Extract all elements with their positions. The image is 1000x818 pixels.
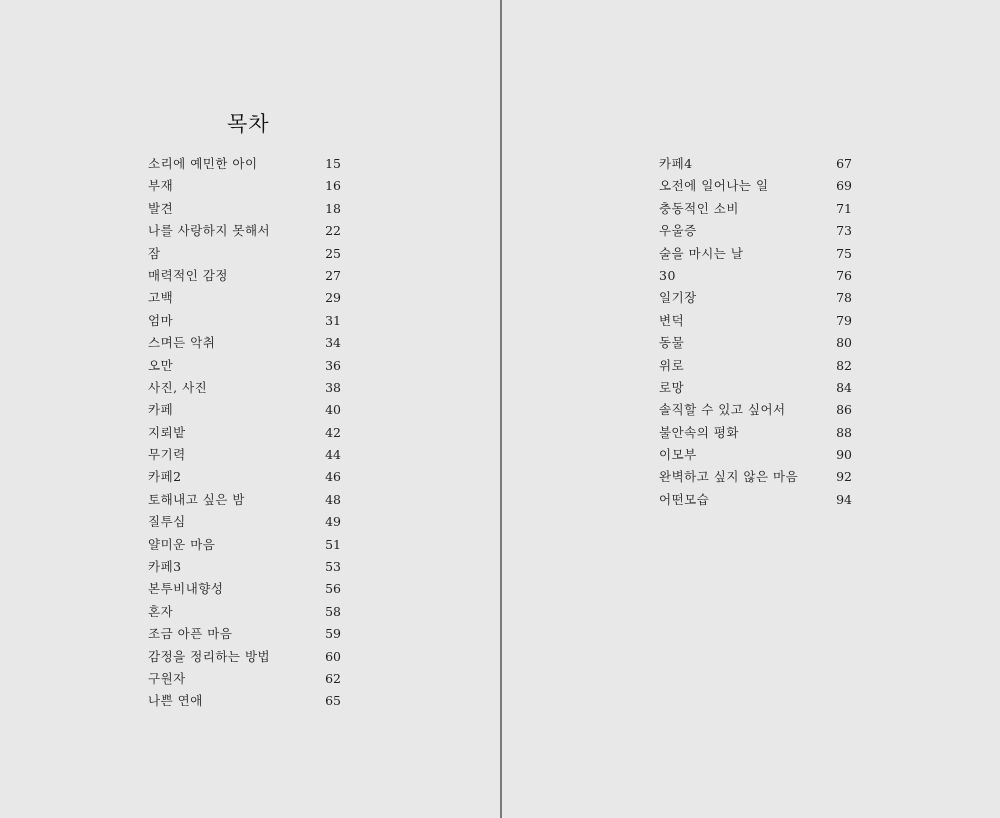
- toc-entry-title: 충동적인 소비: [659, 200, 739, 216]
- toc-entry[interactable]: [148, 198, 341, 220]
- toc-entry-title: 사진, 사진: [148, 379, 208, 395]
- toc-entry-title: 스며든 악취: [148, 335, 216, 351]
- toc-entry-title: 발견: [148, 200, 174, 216]
- toc-entry-page-number: 94: [836, 491, 852, 507]
- toc-entry-title: 카페2: [148, 469, 182, 485]
- toc-entry[interactable]: [148, 489, 341, 511]
- toc-entry-page-number: 76: [836, 267, 852, 283]
- toc-entry-page-number: 25: [325, 245, 341, 261]
- toc-entry[interactable]: [148, 175, 341, 197]
- toc-entry-title: 30: [659, 267, 676, 283]
- toc-entry-page-number: 27: [325, 267, 341, 283]
- toc-entry-title: 완벽하고 싶지 않은 마음: [659, 469, 799, 485]
- toc-entry[interactable]: [148, 153, 341, 175]
- toc-entry-title: 구원자: [148, 670, 186, 686]
- toc-entry[interactable]: [148, 690, 341, 712]
- toc-entry-title: 로망: [659, 379, 685, 395]
- toc-list-right: [659, 153, 852, 511]
- toc-entry-title: 혼자: [148, 603, 174, 619]
- toc-entry-title: 카페: [148, 402, 174, 418]
- toc-entry-title: 토해내고 싶은 밤: [148, 491, 245, 507]
- toc-entry-page-number: 29: [325, 290, 341, 306]
- toc-entry[interactable]: [148, 243, 341, 265]
- toc-entry-title: 부재: [148, 178, 174, 194]
- toc-entry[interactable]: [148, 355, 341, 377]
- toc-entry-title: 나쁜 연애: [148, 693, 203, 709]
- toc-entry[interactable]: [148, 220, 341, 242]
- toc-entry[interactable]: [148, 511, 341, 533]
- toc-entry-page-number: 58: [325, 603, 341, 619]
- toc-entry[interactable]: [659, 422, 852, 444]
- toc-entry-title: 카페3: [148, 559, 182, 575]
- toc-entry-title: 솔직할 수 있고 싶어서: [659, 402, 786, 418]
- toc-entry[interactable]: [659, 444, 852, 466]
- toc-entry[interactable]: [659, 466, 852, 488]
- toc-entry[interactable]: [148, 534, 341, 556]
- toc-entry-title: 변덕: [659, 312, 685, 328]
- toc-entry[interactable]: [148, 623, 341, 645]
- toc-entry-page-number: 48: [325, 491, 341, 507]
- toc-entry[interactable]: [148, 444, 341, 466]
- toc-entry-page-number: 71: [836, 200, 852, 216]
- toc-entry-page-number: 86: [836, 402, 852, 418]
- toc-entry-page-number: 18: [325, 200, 341, 216]
- toc-entry-page-number: 82: [836, 357, 852, 373]
- toc-entry[interactable]: [148, 466, 341, 488]
- toc-entry[interactable]: [148, 287, 341, 309]
- toc-entry[interactable]: [659, 243, 852, 265]
- toc-entry[interactable]: [148, 556, 341, 578]
- toc-entry-title: 카페4: [659, 156, 693, 171]
- toc-entry-page-number: 65: [325, 693, 341, 709]
- toc-entry-title: 질투심: [148, 514, 186, 530]
- toc-entry[interactable]: [659, 355, 852, 377]
- toc-entry-page-number: 67: [836, 156, 852, 171]
- toc-entry-title: 지뢰밭: [148, 424, 186, 440]
- toc-entry-page-number: 15: [325, 156, 341, 171]
- toc-entry-page-number: 40: [325, 402, 341, 418]
- toc-entry-title: 무기력: [148, 447, 186, 463]
- toc-entry[interactable]: [659, 399, 852, 421]
- toc-entry-title: 조금 아픈 마음: [148, 626, 233, 642]
- toc-entry-title: 위로: [659, 357, 685, 373]
- toc-entry-page-number: 22: [325, 223, 341, 239]
- toc-entry-page-number: 69: [836, 178, 852, 194]
- toc-entry[interactable]: [659, 220, 852, 242]
- toc-entry-title: 소리에 예민한 아이: [148, 156, 258, 171]
- toc-entry-page-number: 38: [325, 379, 341, 395]
- toc-entry[interactable]: [659, 332, 852, 354]
- toc-entry[interactable]: [148, 265, 341, 287]
- toc-entry-title: 오전에 일어나는 일: [659, 178, 769, 194]
- toc-entry[interactable]: [148, 646, 341, 668]
- toc-entry-title: 동물: [659, 335, 685, 351]
- toc-entry-title: 잠: [148, 245, 161, 261]
- toc-title: 목차: [227, 112, 270, 136]
- toc-entry-page-number: 36: [325, 357, 341, 373]
- toc-entry[interactable]: [148, 578, 341, 600]
- toc-entry-page-number: 88: [836, 424, 852, 440]
- toc-entry[interactable]: [659, 153, 852, 175]
- toc-entry[interactable]: [148, 601, 341, 623]
- toc-entry[interactable]: [148, 668, 341, 690]
- toc-entry[interactable]: [659, 377, 852, 399]
- toc-entry[interactable]: [148, 310, 341, 332]
- toc-entry-title: 감정을 정리하는 방법: [148, 648, 271, 664]
- right-page: [502, 0, 1000, 818]
- toc-entry-page-number: 79: [836, 312, 852, 328]
- toc-entry-title: 술을 마시는 날: [659, 245, 744, 261]
- toc-entry[interactable]: [148, 422, 341, 444]
- toc-entry-page-number: 51: [325, 536, 341, 552]
- toc-entry[interactable]: [659, 175, 852, 197]
- toc-entry-page-number: 16: [325, 178, 341, 194]
- toc-entry-page-number: 56: [325, 581, 341, 597]
- toc-entry-title: 얄미운 마음: [148, 536, 216, 552]
- toc-entry-page-number: 92: [836, 469, 852, 485]
- toc-entry-page-number: 59: [325, 626, 341, 642]
- toc-entry-page-number: 78: [836, 290, 852, 306]
- toc-entry-title: 엄마: [148, 312, 174, 328]
- toc-entry-page-number: 49: [325, 514, 341, 530]
- toc-entry-title: 이모부: [659, 447, 697, 463]
- toc-entry-title: 본투비내향성: [148, 581, 224, 597]
- toc-entry[interactable]: [659, 198, 852, 220]
- toc-entry-title: 나를 사랑하지 못해서: [148, 223, 271, 239]
- toc-entry-page-number: 60: [325, 648, 341, 664]
- toc-entry-title: 매력적인 감정: [148, 267, 228, 283]
- toc-entry-page-number: 73: [836, 223, 852, 239]
- toc-entry-page-number: 75: [836, 245, 852, 261]
- toc-entry-title: 불안속의 평화: [659, 424, 739, 440]
- toc-entry[interactable]: [148, 332, 341, 354]
- toc-entry-page-number: 90: [836, 447, 852, 463]
- toc-list-left: [148, 153, 341, 713]
- toc-entry-title: 우울증: [659, 223, 697, 239]
- toc-entry-page-number: 53: [325, 559, 341, 575]
- toc-entry-title: 고백: [148, 290, 174, 306]
- toc-entry-page-number: 80: [836, 335, 852, 351]
- toc-entry-page-number: 44: [325, 447, 341, 463]
- toc-entry-page-number: 31: [325, 312, 341, 328]
- toc-entry-page-number: 62: [325, 670, 341, 686]
- toc-entry-title: 일기장: [659, 290, 697, 306]
- toc-entry-page-number: 84: [836, 379, 852, 395]
- toc-entry[interactable]: [148, 377, 341, 399]
- toc-entry-page-number: 46: [325, 469, 341, 485]
- toc-entry-title: 어떤모습: [659, 491, 710, 507]
- toc-entry-page-number: 42: [325, 424, 341, 440]
- toc-entry-page-number: 34: [325, 335, 341, 351]
- toc-entry-title: 오만: [148, 357, 174, 373]
- toc-entry[interactable]: [659, 287, 852, 309]
- toc-entry[interactable]: [659, 265, 852, 287]
- toc-entry[interactable]: [659, 310, 852, 332]
- toc-entry[interactable]: [148, 399, 341, 421]
- toc-entry[interactable]: [659, 489, 852, 511]
